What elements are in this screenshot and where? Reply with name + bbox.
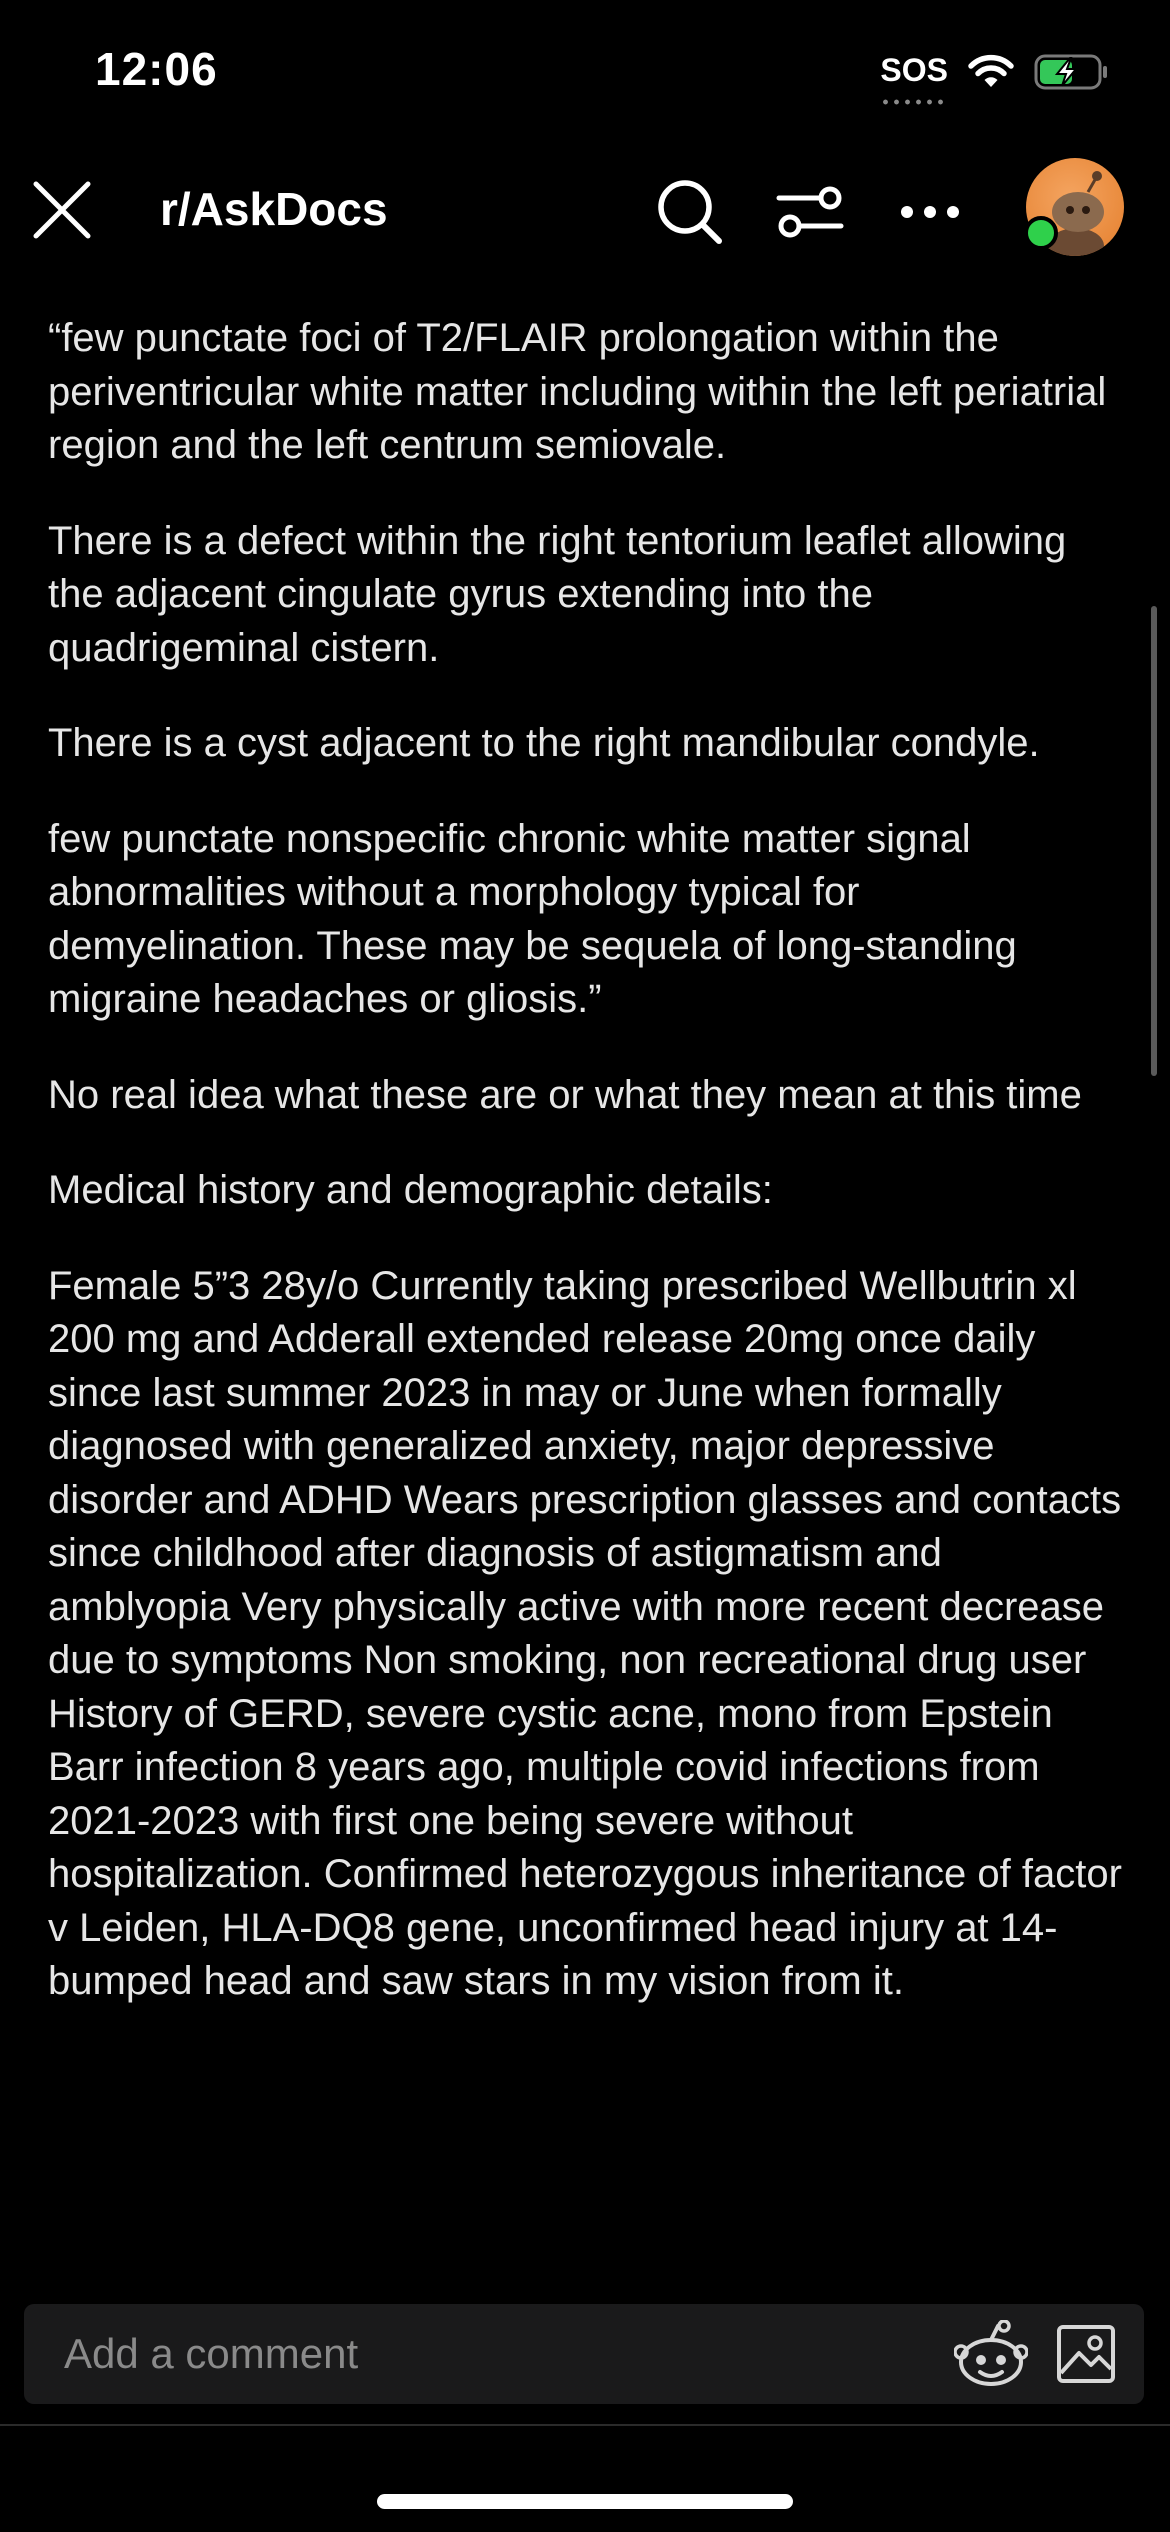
sos-label: SOS <box>880 51 948 88</box>
comment-input[interactable] <box>24 2304 1144 2404</box>
wifi-icon <box>968 54 1014 95</box>
divider <box>0 2424 1170 2426</box>
subreddit-title[interactable]: r/AskDocs <box>160 183 388 235</box>
snoo-icon <box>954 2320 1028 2390</box>
sos-indicator <box>880 51 948 93</box>
search-button[interactable] <box>648 170 732 254</box>
post-paragraph: Medical history and demographic details: <box>48 1168 773 1212</box>
more-options-button[interactable] <box>888 170 972 254</box>
close-icon <box>30 178 94 242</box>
image-icon <box>1055 2323 1117 2385</box>
filter-button[interactable] <box>768 170 852 254</box>
close-button[interactable] <box>22 170 102 250</box>
post-paragraph: few punctate nonspecific chronic white matter signal abnormalities without a morphology typical for demyelination. These may be sequela of long-standing migraine headaches or gliosis.” <box>48 816 1017 1021</box>
post-body <box>48 312 1128 2051</box>
battery-charging-icon <box>1034 53 1110 96</box>
status-time: 12:06 <box>95 43 218 95</box>
scrollbar-thumb[interactable] <box>1151 606 1157 1076</box>
status-indicators <box>880 50 1110 98</box>
home-indicator[interactable] <box>377 2494 793 2509</box>
online-status-dot <box>1024 216 1058 250</box>
post-paragraph: There is a cyst adjacent to the right mandibular condyle. <box>48 721 1040 765</box>
sos-signal-dots <box>880 99 948 105</box>
user-avatar-button[interactable] <box>1026 158 1124 256</box>
comment-placeholder: Add a comment <box>64 2330 359 2377</box>
more-horizontal-icon <box>899 202 961 222</box>
search-icon <box>655 177 725 247</box>
post-paragraph: “few punctate foci of T2/FLAIR prolongation within the periventricular white matter including within the left periatrial region and the left centrum semiovale. <box>48 316 1107 467</box>
app-header <box>0 150 1170 310</box>
snoovatar-button[interactable] <box>950 2314 1032 2396</box>
comment-bar <box>0 2290 1170 2532</box>
add-image-button[interactable] <box>1048 2316 1124 2392</box>
sliders-icon <box>775 182 845 242</box>
post-paragraph: Female 5”3 28y/o Currently taking prescribed Wellbutrin xl 200 mg and Adderall extended release 20mg once daily since last summer 2023 in may or June when formally diagnosed with generalized anxiety, major depressive disorder and ADHD Wears prescription glasses and contacts since childhood after diagnosis of astigmatism and amblyopia Very physically active with more recent decrease due to symptoms Non smoking, non recreational drug user History of GERD, severe cystic acne, mono from Epstein Barr infection 8 years ago, multiple covid infections from 2021-2023 with first one being severe without hospitalization. Confirmed heterozygous inheritance of factor v Leiden, HLA-DQ8 gene, unconfirmed head injury at 14- bumped head and saw stars in my vision from it. <box>48 1263 1122 2003</box>
post-paragraph: No real idea what these are or what they mean at this time <box>48 1072 1082 1117</box>
status-bar <box>0 0 1170 150</box>
post-paragraph: There is a defect within the right tentorium leaflet allowing the adjacent cingulate gyrus extending into the quadrigeminal cistern. <box>48 518 1067 670</box>
